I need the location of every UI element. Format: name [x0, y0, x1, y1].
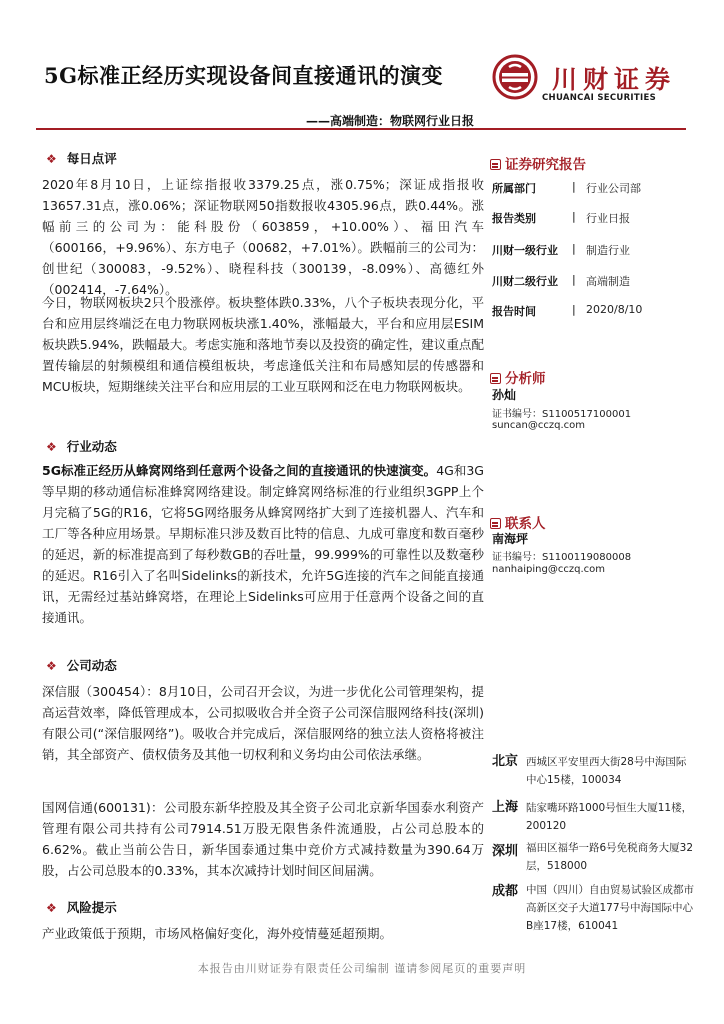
- section-heading-company: ❖ 公司动态: [46, 658, 117, 673]
- industry-lead: 5G标准正经历从蜂窝网络到任意两个设备之间的直接通讯的快速演变。: [42, 463, 437, 478]
- daily-paragraph-1: 2020年8月10日，上证综指报收3379.25点，涨0.75%；深证成指报收13657.31点，涨0.06%；深证物联网50指数报收4305.96点，跌0.44%。涨幅前三的公司为：能科股份（603859，+10.00%）、福田汽车（600166，+9.96%）、东方电子（00682，+7.01%）。跌幅前三的公司为：创世纪（300083，-9.52%）、晓程科技（300139，-8.09%）、高德红外（002414，-7.64%）。: [42, 177, 484, 297]
- report-icon: [490, 159, 501, 170]
- info-row-department: 所属部门 | 行业公司部: [492, 180, 641, 195]
- info-row-category: 报告类别 | 行业日报: [492, 210, 630, 225]
- diamond-bullet-icon: ❖: [46, 152, 57, 166]
- section-heading-daily: ❖ 每日点评: [46, 151, 117, 166]
- diamond-bullet-icon: ❖: [46, 440, 57, 454]
- info-row-industry-l2: 川财二级行业 | 高端制造: [492, 273, 630, 288]
- daily-paragraph-2: 今日，物联网板块2只个股涨停。板块整体跌0.33%，八个子板块表现分化，平台和应用层终端泛在电力物联网板块涨1.40%，涨幅最大，平台和应用层ESIM板块跌5.94%，跌幅最大。考虑实施和落地节奏以及投资的确定性，建议重点配置传输层的射频模组和通信模组板块，考虑逢低关注和布局感知层的传感器和MCU板块，短期继续关注平台和应用层的工业互联网和泛在电力物联网板块。: [42, 295, 484, 394]
- industry-paragraph: [42, 460, 484, 628]
- office-city-shenzhen: 深圳: [492, 844, 519, 859]
- report-title: 5G标准正经历实现设备间直接通讯的演变: [44, 63, 444, 88]
- sidebar-heading-analyst: 分析师: [490, 367, 546, 387]
- info-row-report-date: 报告时间 | 2020/8/10: [492, 303, 643, 318]
- sidebar-heading-report: 证券研究报告: [490, 153, 586, 173]
- analyst-email[interactable]: suncan@cczq.com: [492, 420, 585, 431]
- contact-name: 南海坪: [492, 532, 529, 546]
- diamond-bullet-icon: ❖: [46, 901, 57, 915]
- office-city-shanghai: 上海: [492, 800, 519, 815]
- office-city-beijing: 北京: [492, 754, 519, 769]
- company-paragraph-2: 国网信通(600131)：公司股东新华控股及其全资子公司北京新华国泰水利资产管理有限公司共持有公司7914.51万股无限售条件流通股，占公司总股本的6.62%。截止当前公告日，新华国泰通过集中竞价方式减持数量为390.64万股，占公司总股本的0.33%，其本次减持计划时间区间届满。: [42, 800, 484, 878]
- info-row-industry-l1: 川财一级行业 | 制造行业: [492, 242, 630, 257]
- risk-paragraph: 产业政策低于预期，市场风格偏好变化，海外疫情蔓延超预期。: [42, 926, 393, 941]
- section-heading-risk: ❖ 风险提示: [46, 900, 117, 915]
- company-logo-icon: [492, 54, 538, 100]
- industry-body: 4G和3G等早期的移动通信标准蜂窝网络建设。制定蜂窝网络标准的行业组织3GPP上个月完稿了5G的R16，它将5G网络服务从蜂窝网络扩大到了连接机器人、汽车和工厂等各种应用场景。早期标准只涉及数百比特的信息、九成可靠度和数百毫秒的延迟，新的标准提高到了每秒数GB的吞吐量，99.999%的可靠性以及数毫秒的延迟。R16引入了名叫Sidelinks的新技术，允许5G连接的汽车之间能直接通讯，无需经过基站蜂窝塔，在理论上Sidelinks可应用于任意两个设备之间的直接通讯。: [42, 463, 484, 625]
- section-heading-industry: ❖ 行业动态: [46, 439, 117, 454]
- company-paragraph-1: 深信服（300454）：8月10日，公司召开会议，为进一步优化公司管理架构，提高运营效率，降低管理成本，公司拟吸收合并全资子公司深信服网络科技(深圳)有限公司(“深信服网络”)。吸收合并完成后，深信服网络的独立法人资格将被注销，其全部资产、债权债务及其他一切权利和义务均由公司依法承继。: [42, 684, 484, 762]
- office-addr-chengdu: 中国（四川）自由贸易试验区成都市高新区交子大道177号中海国际中心B座17楼，610041: [526, 884, 694, 932]
- analyst-name: 孙灿: [492, 388, 517, 402]
- contact-cert: 证书编号：S1100119080008: [492, 552, 632, 563]
- report-subtitle: ——高端制造：物联网行业日报: [306, 114, 475, 128]
- sidebar-heading-contact: 联系人: [490, 512, 546, 532]
- diamond-bullet-icon: ❖: [46, 659, 57, 673]
- company-logo-text: 川财证券: [552, 65, 677, 94]
- analyst-icon: [490, 373, 501, 384]
- contact-icon: [490, 518, 501, 529]
- office-addr-shanghai: 陆家嘴环路1000号恒生大厦11楼，200120: [526, 802, 693, 832]
- office-addr-shenzhen: 福田区福华一路6号免税商务大厦32层，518000: [526, 842, 694, 872]
- analyst-cert: 证书编号：S1100517100001: [492, 409, 632, 420]
- office-addr-beijing: 西城区平安里西大街28号中海国际中心15楼，100034: [526, 756, 687, 786]
- contact-email[interactable]: nanhaiping@cczq.com: [492, 564, 605, 575]
- footer-disclaimer: 本报告由川财证券有限责任公司编制 谨请参阅尾页的重要声明: [197, 962, 527, 975]
- header-divider: [36, 128, 686, 130]
- office-city-chengdu: 成都: [492, 884, 519, 899]
- company-logo-english: CHUANCAI SECURITIES: [542, 93, 656, 103]
